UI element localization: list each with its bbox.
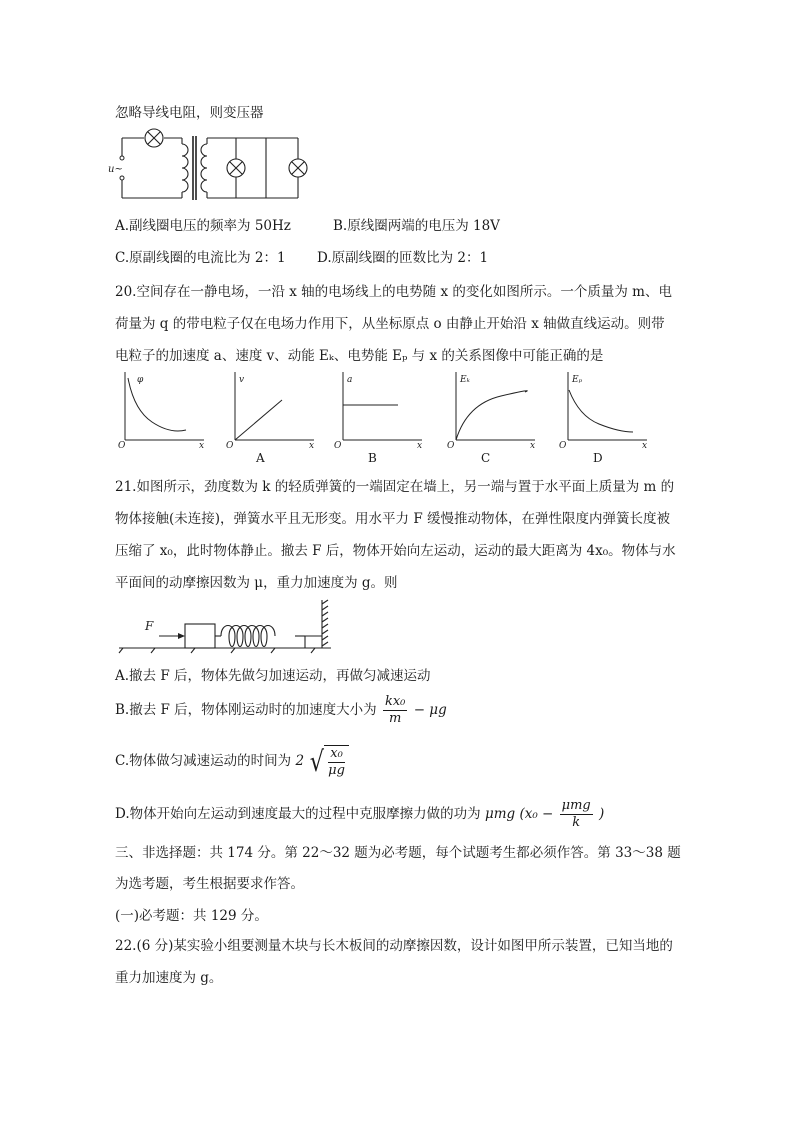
origin-label: O [559, 441, 567, 451]
lamp-icon [289, 159, 307, 177]
origin-label: O [334, 441, 342, 451]
lamp-icon [227, 159, 245, 177]
graph-caption-a: A [256, 451, 265, 465]
x-axis-label: x [199, 441, 205, 451]
q20-graph-phi [112, 370, 212, 450]
section3-line-1: 三、非选择题：共 174 分。第 22～32 题为必考题，每个试题考生都必须作答。第 33～38 题 [115, 845, 681, 861]
origin-label: O [118, 441, 126, 451]
q19-option-d: D.原副线圈的匝数比为 2：1 [317, 250, 489, 266]
q19-option-a: A.副线圈电压的频率为 50Hz [115, 218, 291, 234]
graph-caption-b: B [368, 451, 377, 465]
q20-graph-a [222, 370, 322, 450]
source-label: u~ [108, 164, 123, 175]
section3-line-2: 为选考题，考生根据要求作答。 [115, 876, 304, 892]
graph-caption-c: C [481, 451, 491, 465]
q21-option-a: A.撤去 F 后，物体先做匀加速运动，再做匀减速运动 [115, 668, 431, 684]
fraction: $\frac{\text{kx₀}}{m}$ [384, 694, 406, 726]
lamp-icon [145, 129, 163, 147]
origin-label: O [447, 441, 455, 451]
force-label: F [145, 619, 154, 633]
q20-line-1: 20.空间存在一静电场，一沿 x 轴的电场线上的电势随 x 的变化如图所示。一个质量为 m、电 [115, 284, 672, 300]
q21-option-d: D.物体开始向左运动到速度最大的过程中克服摩擦力做的功为 μmg (x₀ − $\frac{\text{μmg}}{k}$ ) [115, 798, 605, 830]
q22-line-2: 重力加速度为 g。 [115, 970, 223, 986]
q21-line-2: 物体接触(未连接)，弹簧水平且无形变。用水平力 F 缓慢推动物体，在弹性限度内弹簧长度被 [115, 511, 670, 527]
intro-line: 忽略导线电阻，则变压器 [115, 105, 264, 121]
origin-label: O [226, 441, 234, 451]
y-axis-label: a [347, 375, 353, 385]
q20-graph-b [330, 370, 430, 450]
x-axis-label: x [642, 441, 648, 451]
q21-line-1: 21.如图所示，劲度数为 k 的轻质弹簧的一端固定在墙上，另一端与置于水平面上质量为 m 的 [115, 479, 675, 495]
q21-option-b: B.撤去 F 后，物体刚运动时的加速度大小为 $\frac{\text{kx₀}}{m}$ − μg [115, 694, 447, 726]
q20-graph-c [443, 370, 543, 450]
y-axis-label: v [239, 375, 245, 385]
square-root: √ $\frac{\text{x₀}}{\mu g}$ [308, 745, 349, 779]
spring-block-diagram [115, 598, 337, 654]
q21-line-3: 压缩了 x₀，此时物体静止。撤去 F 后，物体开始向左运动，运动的最大距离为 4x₀。物体与水 [115, 543, 676, 559]
q21-line-4: 平面间的动摩擦因数为 μ，重力加速度为 g。则 [115, 575, 398, 591]
fraction: $\frac{\text{μmg}}{k}$ [561, 798, 591, 830]
y-axis-label: Eₚ [572, 375, 583, 385]
x-axis-label: x [530, 441, 536, 451]
q19-option-b: B.原线圈两端的电压为 18V [333, 218, 500, 234]
q20-graph-d [555, 370, 655, 450]
y-axis-label: Eₖ [460, 375, 470, 385]
x-axis-label: x [417, 441, 423, 451]
q22-line-1: 22.(6 分)某实验小组要测量木块与长木板间的动摩擦因数，设计如图甲所示装置，已知当地的 [115, 938, 673, 954]
transformer-circuit-diagram [108, 128, 302, 208]
q20-line-2: 荷量为 q 的带电粒子仅在电场力作用下，从坐标原点 o 由静止开始沿 x 轴做直线运动。则带 [115, 316, 665, 332]
section3-line-3: (一)必考题：共 129 分。 [115, 908, 268, 924]
graph-caption-d: D [593, 451, 603, 465]
q20-line-3: 电粒子的加速度 a、速度 v、动能 Eₖ、电势能 Eₚ 与 x 的关系图像中可能正确的是 [115, 348, 604, 364]
x-axis-label: x [309, 441, 315, 451]
q21-option-c: C.物体做匀减速运动的时间为 2 √ $\frac{\text{x₀}}{\mu g}$ [115, 742, 349, 780]
y-axis-label: φ [137, 375, 144, 385]
q19-option-c: C.原副线圈的电流比为 2：1 [115, 250, 286, 266]
